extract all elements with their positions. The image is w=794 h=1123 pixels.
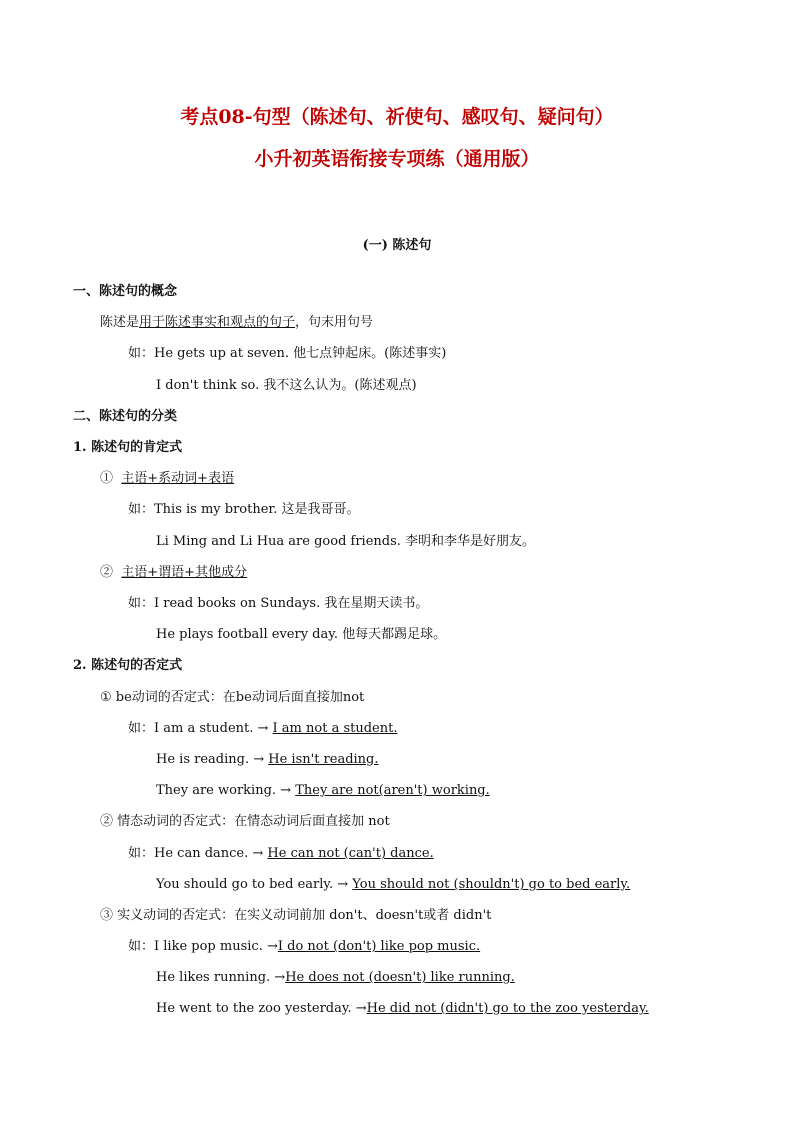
title-line-2: 小升初英语衔接专项练（通用版） <box>254 148 540 170</box>
part1-example-1: 如：He gets up at seven. 他七点钟起床。(陈述事实) <box>128 346 447 361</box>
example-original: 如：I am a student. → <box>128 721 273 736</box>
title-line-1: 考点08-句型（陈述句、祈使句、感叹句、疑问句） <box>180 106 614 128</box>
example-original: You should go to bed early. → <box>156 877 353 892</box>
example-original: 如：He can dance. → <box>128 846 268 861</box>
example-negated: I am not a student. <box>272 721 398 736</box>
rule-text: 主语+谓语+其他成分 <box>121 565 248 580</box>
definition <box>100 314 373 332</box>
example-negated: He isn't reading. <box>268 752 379 767</box>
sub2-rule-3-example-2 <box>156 969 515 987</box>
sub1-heading: 1. 陈述句的肯定式 <box>73 440 183 455</box>
rule-text: 主语+系动词+表语 <box>121 471 235 486</box>
rule-marker: ① <box>100 471 114 486</box>
sub2-rule-3-example-3 <box>156 1000 649 1018</box>
example-original: He likes running. → <box>156 970 286 985</box>
sub2-rule-1-example-3 <box>156 782 490 800</box>
rule-marker: ② <box>100 565 114 580</box>
part1-example-2: I don't think so. 我不这么认为。(陈述观点) <box>156 378 417 393</box>
example-negated: I do not (don't) like pop music. <box>277 939 481 954</box>
sub2-rule-2-example-1 <box>128 845 434 863</box>
definition-suffix: ，句末用句号 <box>295 315 374 330</box>
sub1-rule-1 <box>100 470 234 488</box>
sub1-rule-2-example-2: He plays football every day. 他每天都踢足球。 <box>156 627 447 642</box>
sub1-rule-2 <box>100 564 247 582</box>
sub2-rule-3-example-1 <box>128 938 480 956</box>
example-negated: You should not (shouldn't) go to bed early. <box>352 877 631 892</box>
section-heading: (一) 陈述句 <box>362 238 432 253</box>
example-negated: He can not (can't) dance. <box>267 846 434 861</box>
example-original: 如：I like pop music. → <box>128 939 278 954</box>
part1-heading: 一、陈述句的概念 <box>73 284 178 299</box>
sub2-rule-1-example-2 <box>156 751 379 769</box>
sub1-rule-1-example-1: 如：This is my brother. 这是我哥哥。 <box>128 502 360 517</box>
sub1-rule-1-example-2: Li Ming and Li Hua are good friends. 李明和李华是好朋友。 <box>156 534 536 549</box>
part2-heading: 二、陈述句的分类 <box>73 409 178 424</box>
example-original: He went to the zoo yesterday. → <box>156 1001 367 1016</box>
sub2-rule-2-example-2 <box>156 876 630 894</box>
example-original: He is reading. → <box>156 752 269 767</box>
sub2-rule-1-example-1 <box>128 720 397 738</box>
sub2-rule-2: ② 情态动词的否定式：在情态动词后面直接加 not <box>100 814 390 829</box>
example-negated: They are not(aren't) working. <box>295 783 490 798</box>
sub1-rule-2-example-1: 如：I read books on Sundays. 我在星期天读书。 <box>128 596 429 611</box>
definition-key: 用于陈述事实和观点的句子 <box>139 315 296 330</box>
sub2-rule-3: ③ 实义动词的否定式：在实义动词前加 don't、doesn't或者 didn't <box>100 908 492 923</box>
example-negated: He does not (doesn't) like running. <box>285 970 515 985</box>
sub2-rule-1: ① be动词的否定式：在be动词后面直接加not <box>100 690 365 705</box>
example-negated: He did not (didn't) go to the zoo yesterday. <box>366 1001 649 1016</box>
sub2-heading: 2. 陈述句的否定式 <box>73 658 183 673</box>
example-original: They are working. → <box>156 783 296 798</box>
definition-prefix: 陈述是 <box>100 315 140 330</box>
